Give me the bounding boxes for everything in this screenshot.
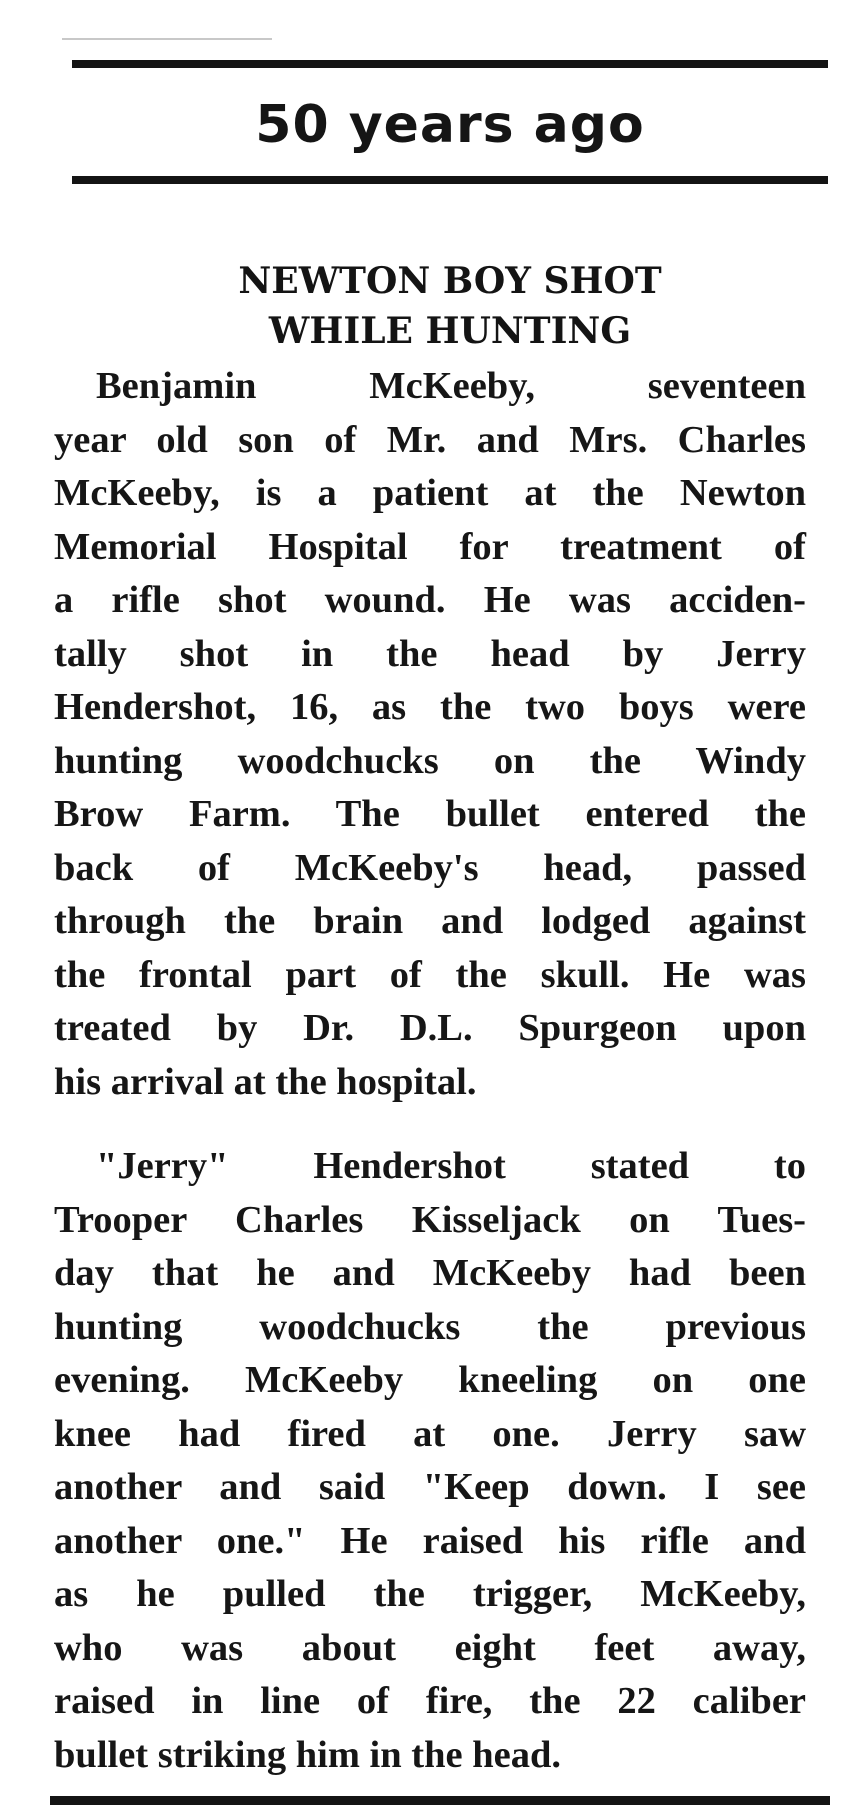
paragraph-line: Hendershot, 16, as the two boys were: [54, 686, 806, 728]
paragraph-line: a rifle shot wound. He was acciden-: [54, 579, 806, 621]
paragraph-line: evening. McKeeby kneeling on one: [54, 1359, 806, 1401]
paragraph-line: who was about eight feet away,: [54, 1626, 806, 1669]
paragraph-line: through the brain and lodged against: [54, 900, 806, 942]
article-headline: [150, 256, 750, 356]
paragraph-line: treated by Dr. D.L. Spurgeon upon: [54, 1007, 806, 1049]
paragraph-line: tally shot in the head by Jerry: [54, 632, 806, 675]
paragraph-line: Memorial Hospital for treatment of: [54, 525, 806, 568]
paragraph-line: Brow Farm. The bullet entered the: [54, 793, 806, 835]
paragraph-line: "Jerry" Hendershot stated to: [96, 1145, 806, 1187]
paragraph-line: his arrival at the hospital.: [54, 1060, 477, 1103]
paragraph-line: the frontal part of the skull. He was: [54, 953, 806, 996]
paragraph-line: hunting woodchucks on the Windy: [54, 739, 806, 782]
headline-line: WHILE HUNTING: [268, 310, 632, 352]
title-underline-rule: [72, 176, 828, 184]
paragraph-line: day that he and McKeeby had been: [54, 1252, 806, 1294]
paragraph-line: year old son of Mr. and Mrs. Charles: [54, 418, 806, 461]
top-rule: [72, 60, 828, 68]
paragraph-line: back of McKeeby's head, passed: [54, 846, 806, 889]
faint-top-line: [62, 38, 272, 40]
headline-line: NEWTON BOY SHOT: [238, 260, 662, 302]
paragraph-line: Trooper Charles Kisseljack on Tues-: [54, 1198, 806, 1241]
article-paragraph-2: [54, 1140, 806, 1782]
paragraph-line: bullet striking him in the head.: [54, 1733, 562, 1776]
paragraph-line: another one." He raised his rifle and: [54, 1519, 806, 1562]
paragraph-line: another and said "Keep down. I see: [54, 1466, 806, 1508]
paragraph-line: hunting woodchucks the previous: [54, 1305, 806, 1348]
paragraph-line: knee had fired at one. Jerry saw: [54, 1412, 806, 1455]
column-title: 50 years ago: [255, 95, 645, 155]
paragraph-line: raised in line of fire, the 22 caliber: [54, 1680, 806, 1722]
paragraph-line: Benjamin McKeeby, seventeen: [96, 365, 806, 407]
article-paragraph-1: [54, 360, 806, 1109]
paragraph-line: as he pulled the trigger, McKeeby,: [54, 1573, 806, 1615]
paragraph-line: McKeeby, is a patient at the Newton: [54, 472, 806, 514]
bottom-rule: [50, 1796, 830, 1805]
